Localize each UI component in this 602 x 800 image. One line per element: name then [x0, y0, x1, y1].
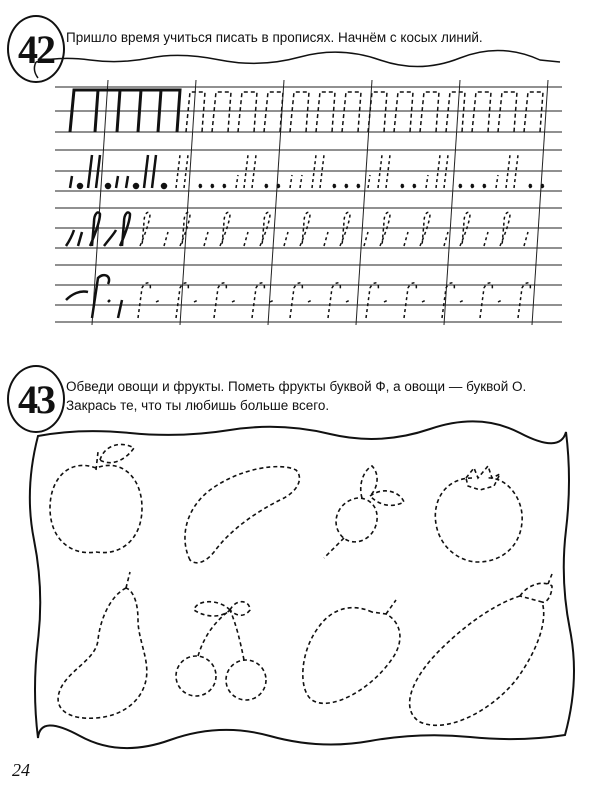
pear-outline: [58, 572, 147, 718]
cucumber-outline: [185, 467, 300, 563]
task-42-instruction: Пришло время учиться писать в прописях. Начнём с косых линий.: [66, 30, 483, 45]
cherries-outline: [176, 602, 266, 700]
radish-outline: [324, 466, 404, 558]
task-43-instruction-line1: Обведи овощи и фрукты. Пометь фрукты буквой Ф, а овощи — буквой О.: [66, 379, 527, 394]
task-number-42: 42: [7, 15, 65, 83]
apple-outline: [50, 444, 142, 552]
task-43-instruction-line2: Закрась те, что ты любишь больше всего.: [66, 398, 330, 413]
task-number-43: 43: [7, 365, 65, 433]
pepper-outline: [303, 600, 400, 703]
tomato-outline: [435, 466, 522, 562]
eggplant-outline: [410, 574, 552, 725]
page-number: 24: [12, 760, 30, 780]
